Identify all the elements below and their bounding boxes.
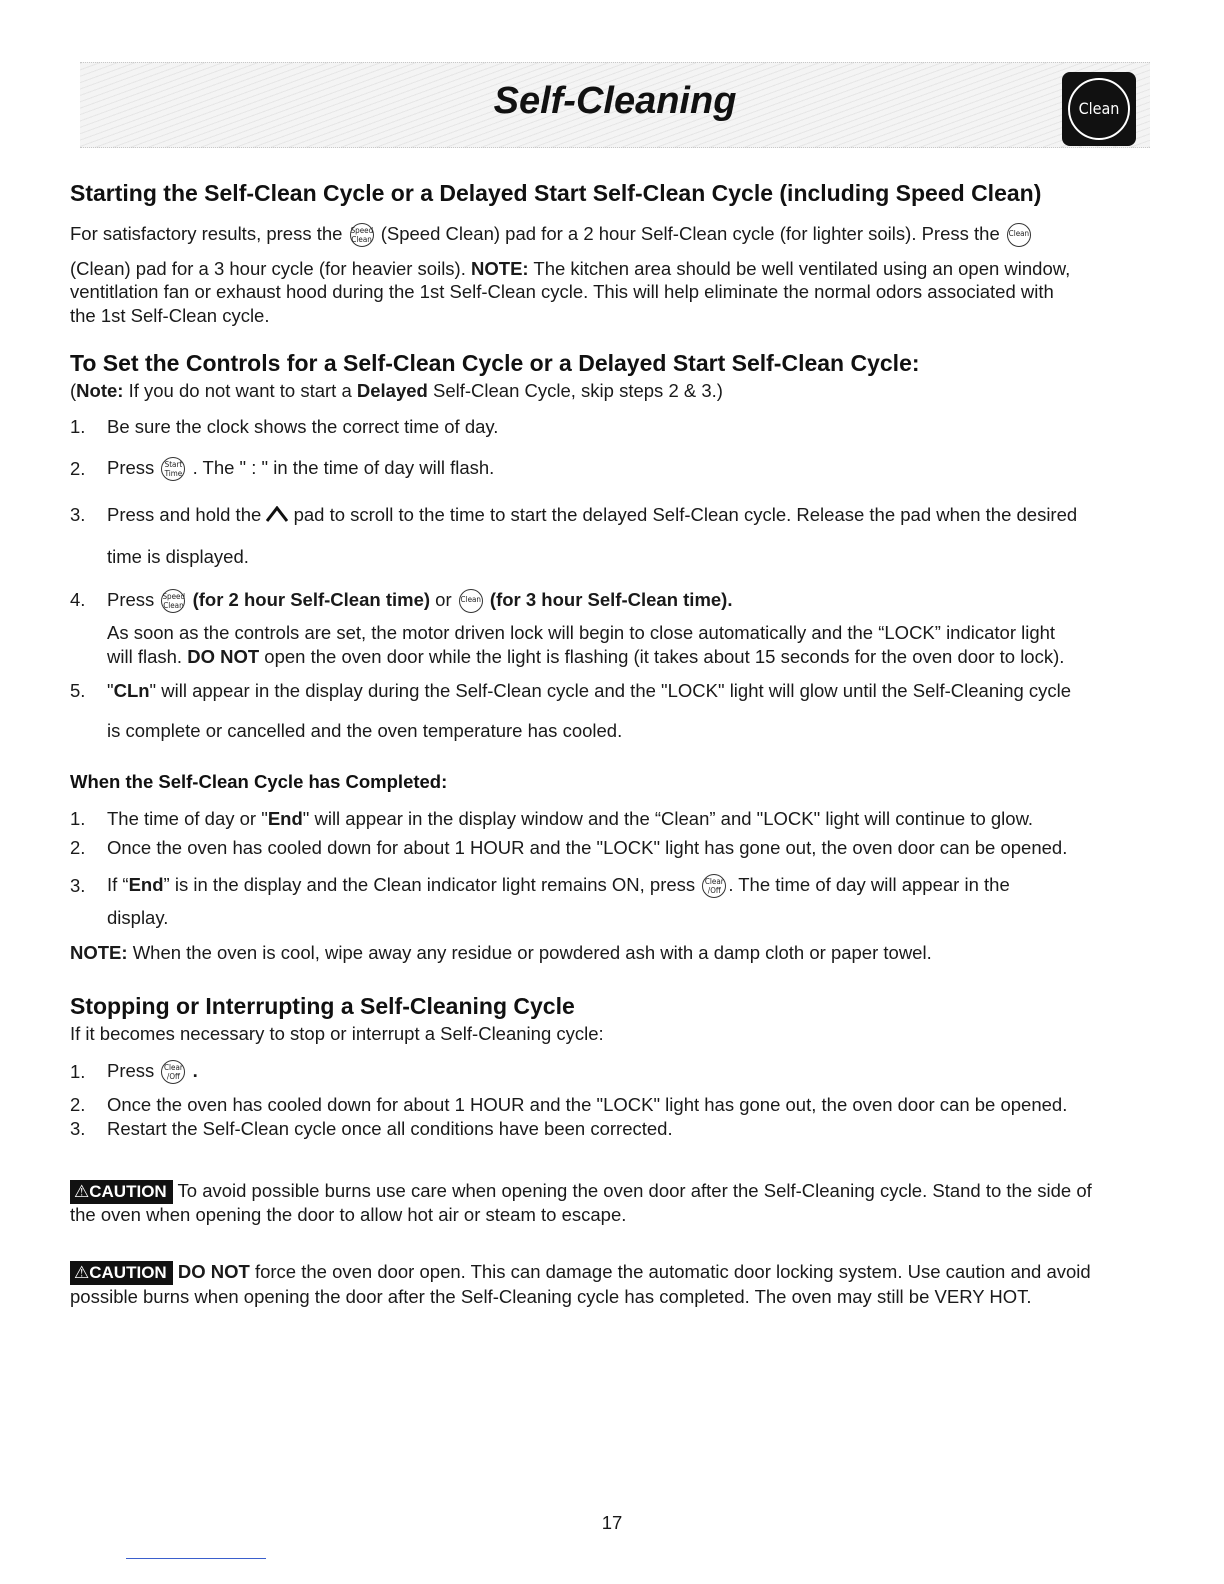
text: (Speed Clean) pad for a 2 hour Self-Clean cycle (for lighter soils). Press the	[380, 223, 1000, 244]
step-number: 1.	[70, 416, 86, 437]
completed-step-2: Once the oven has cooled down for about 1 HOUR and the "LOCK" light has gone out, the oven door can be opened.	[107, 837, 1068, 858]
step-5-cont: is complete or cancelled and the oven temperature has cooled.	[107, 720, 623, 741]
note-label: NOTE:	[471, 258, 529, 279]
section1-line-1	[70, 221, 1033, 247]
text: (Clean) pad for a 3 hour cycle (for heavier soils).	[70, 258, 466, 279]
clear-off-pad-icon: Clear /Off	[161, 1060, 185, 1084]
step-number: 4.	[70, 589, 86, 610]
step-number: 2.	[70, 837, 86, 858]
stopping-step-2: Once the oven has cooled down for about 1 HOUR and the "LOCK" light has gone out, the oven door can be opened.	[107, 1094, 1068, 1115]
section-heading-stopping: Stopping or Interrupting a Self-Cleaning Cycle	[70, 993, 575, 1019]
completed-note	[70, 940, 932, 965]
text: pad to scroll to the time to start the delayed Self-Clean cycle. Release the pad when the desired	[293, 504, 1078, 525]
completed-step-3	[107, 872, 1010, 898]
text: Press	[107, 589, 155, 610]
text: Press	[107, 457, 155, 478]
text: The time of day or "	[107, 808, 268, 829]
clean-badge-label: Clean	[1068, 78, 1130, 140]
warning-triangle-icon: ⚠	[74, 1263, 90, 1282]
text: " will appear in the display window and the “Clean” and "LOCK" light will continue to glow.	[302, 808, 1034, 829]
step-number: 3.	[70, 504, 86, 525]
section2-note	[70, 378, 723, 403]
start-time-pad-icon: Start Time	[161, 457, 185, 481]
step-3-cont: time is displayed.	[107, 546, 249, 567]
text: The kitchen area should be well ventilated using an open window,	[533, 258, 1071, 279]
text: open the oven door while the light is flashing (it takes about 15 seconds for the oven door to lock).	[264, 646, 1065, 667]
caution-badge	[70, 1261, 173, 1285]
step-number: 2.	[70, 1094, 86, 1115]
page-title: Self-Cleaning	[493, 80, 737, 122]
step-1: Be sure the clock shows the correct time of day.	[107, 416, 499, 437]
up-arrow-pad-icon	[266, 506, 288, 522]
text: (	[70, 380, 77, 401]
text: . The time of day will appear in the	[728, 874, 1010, 895]
caution-2-cont: possible burns when opening the door after the Self-Cleaning cycle has completed. The oven may still be VERY HOT.	[70, 1286, 1032, 1307]
completed-step-3-cont: display.	[107, 907, 169, 928]
section-heading-set-controls: To Set the Controls for a Self-Clean Cycle or a Delayed Start Self-Clean Cycle:	[70, 350, 920, 376]
text: CAUTION	[89, 1263, 167, 1282]
section1-line-3: ventitlation fan or exhaust hood during the 1st Self-Clean cycle. This will help eliminate the normal odors associated with	[70, 281, 1054, 302]
caution-2	[70, 1259, 1091, 1285]
section-heading-starting: Starting the Self-Clean Cycle or a Delayed Start Self-Clean Cycle (including Speed Clean)	[70, 180, 1042, 206]
text: . The " : " in the time of day will flash.	[192, 457, 495, 478]
text: .	[192, 1060, 198, 1081]
text: If “	[107, 874, 129, 895]
text: Press and hold the	[107, 504, 262, 525]
section1-line-2	[70, 256, 1070, 281]
text-bold: End	[128, 874, 164, 895]
text: ” is in the display and the Clean indicator light remains ON, press	[163, 874, 696, 895]
text: " will appear in the display during the Self-Clean cycle and the "LOCK" light will glow until the Self-Cleaning cycle	[149, 680, 1072, 701]
text-bold: End	[267, 808, 303, 829]
text: Press	[107, 1060, 155, 1081]
clean-pad-icon: Clean	[459, 589, 483, 613]
step-4-line-3	[107, 644, 1064, 669]
clear-off-pad-icon: Clear /Off	[702, 874, 726, 898]
text: CAUTION	[89, 1182, 167, 1201]
text: If you do not want to start a	[128, 380, 352, 401]
note-label: NOTE:	[70, 942, 128, 963]
text: will flash.	[107, 646, 183, 667]
step-5	[107, 678, 1071, 703]
stopping-step-3: Restart the Self-Clean cycle once all conditions have been corrected.	[107, 1118, 673, 1139]
text: When the oven is cool, wipe away any residue or powdered ash with a damp cloth or paper towel.	[132, 942, 932, 963]
step-number: 3.	[70, 1118, 86, 1139]
text-bold: DO NOT	[187, 646, 260, 667]
step-number: 1.	[70, 808, 86, 829]
text-bold: DO NOT	[177, 1261, 250, 1282]
note-label: Note:	[76, 380, 124, 401]
step-2	[107, 455, 494, 481]
text: For satisfactory results, press the	[70, 223, 343, 244]
clean-badge-icon	[1062, 72, 1136, 146]
step-4-line-2: As soon as the controls are set, the motor driven lock will begin to close automatically and the “LOCK” indicator light	[107, 622, 1056, 643]
text: Self-Clean Cycle, skip steps 2 & 3.)	[433, 380, 723, 401]
section1-line-4: the 1st Self-Clean cycle.	[70, 305, 270, 326]
speed-clean-pad-icon: Speed Clean	[161, 589, 185, 613]
footer-rule	[126, 1558, 266, 1559]
stopping-intro: If it becomes necessary to stop or interrupt a Self-Cleaning cycle:	[70, 1023, 604, 1044]
caution-1-cont: the oven when opening the door to allow hot air or steam to escape.	[70, 1204, 627, 1225]
step-3	[107, 502, 1077, 527]
text: "	[107, 680, 114, 701]
step-4	[107, 587, 732, 613]
step-number: 3.	[70, 875, 86, 896]
text-bold: CLn	[113, 680, 150, 701]
text-bold: (for 3 hour Self-Clean time).	[489, 589, 733, 610]
step-number: 1.	[70, 1061, 86, 1082]
text-bold: (for 2 hour Self-Clean time)	[192, 589, 431, 610]
text: To avoid possible burns use care when opening the oven door after the Self-Cleaning cycle. Stand to the side of	[177, 1180, 1092, 1201]
step-number: 5.	[70, 680, 86, 701]
stopping-step-1	[107, 1058, 198, 1084]
caution-badge	[70, 1180, 173, 1204]
caution-1	[70, 1178, 1092, 1204]
speed-clean-pad-icon: Speed Clean	[350, 223, 374, 247]
page-number: 17	[601, 1512, 623, 1533]
text-bold: Delayed	[356, 380, 428, 401]
step-number: 2.	[70, 458, 86, 479]
text: or	[435, 589, 452, 610]
section-heading-completed: When the Self-Clean Cycle has Completed:	[70, 771, 448, 792]
warning-triangle-icon: ⚠	[74, 1182, 90, 1201]
text: force the oven door open. This can damage the automatic door locking system. Use caution and avoid	[254, 1261, 1091, 1282]
completed-step-1	[107, 806, 1033, 831]
clean-pad-icon: Clean	[1007, 223, 1031, 247]
